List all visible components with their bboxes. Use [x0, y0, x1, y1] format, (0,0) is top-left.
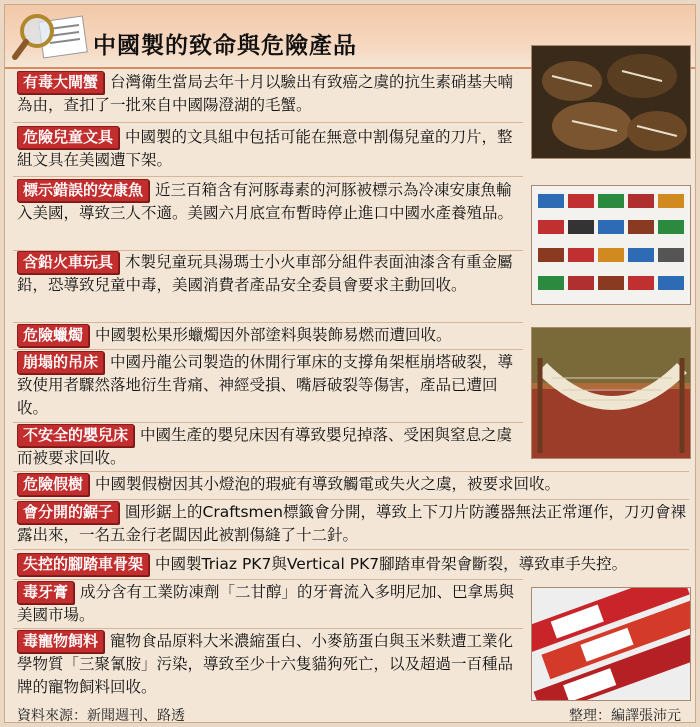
divider	[13, 579, 523, 580]
divider	[13, 176, 523, 177]
item-text: 木製兒童玩具湯瑪士小火車部分組件表面油漆含有重金屬鉛，恐導致兒童中毒，美國消費者產品安全委員會要求主動回收。	[17, 253, 513, 294]
list-item	[17, 581, 522, 627]
item-tag: 崩塌的吊床	[17, 351, 104, 374]
divider	[13, 471, 689, 472]
item-text: 近三百箱含有河豚毒素的河豚被標示為冷凍安康魚輸入美國，導致三人不適。美國六月底宣布暫時停止進口中國水產養殖品。	[17, 181, 514, 222]
list-item	[17, 424, 522, 470]
item-tag: 含鉛火車玩具	[17, 251, 119, 274]
item-tag: 危險假樹	[17, 473, 89, 496]
toy-trains-photo	[531, 185, 691, 305]
list-item	[17, 630, 522, 699]
divider	[13, 422, 523, 423]
item-tag: 失控的腳踏車骨架	[17, 553, 149, 576]
item-text: 中國製假樹因其小燈泡的瑕疵有導致觸電或失火之虞，被要求回收。	[95, 475, 561, 493]
list-item	[17, 553, 687, 576]
compiler-credit: 整理：編譯張沛元	[569, 708, 681, 724]
divider	[13, 499, 689, 500]
item-tag: 有毒大閘蟹	[17, 71, 104, 94]
source-credit: 資料來源：新聞週刊、路透	[17, 708, 185, 724]
article-panel	[4, 4, 696, 723]
item-text: 中國製的文具組中包括可能在無意中割傷兒童的刀片，整組文具在美國遭下架。	[17, 128, 513, 169]
item-tag: 不安全的嬰兒床	[17, 424, 134, 447]
item-text: 中國丹龍公司製造的休閒行軍床的支撐角架框崩塔破裂，導致使用者驟然落地衍生背痛、神經受損、嘴唇破裂等傷害，產品已遭回收。	[17, 353, 514, 417]
list-item	[17, 179, 522, 225]
item-text: 成分含有工業防凍劑「二甘醇」的牙膏流入多明尼加、巴拿馬與美國市場。	[17, 583, 515, 624]
list-item	[17, 351, 522, 420]
item-text: 寵物食品原料大米濃縮蛋白、小麥筋蛋白與玉米麩遭工業化學物質「三聚氰胺」污染，導致至少十六隻貓狗死亡，以及超過一百種品牌的寵物飼料回收。	[17, 632, 514, 696]
list-item	[17, 251, 522, 297]
item-tag: 毒寵物飼料	[17, 630, 104, 653]
hammock-photo	[531, 327, 691, 459]
item-text: 中國製松果形蠟燭因外部塗料與裝飾易燃而遭回收。	[95, 326, 452, 344]
item-tag: 危險蠟燭	[17, 324, 89, 347]
list-item	[17, 324, 522, 347]
item-tag: 會分開的鋸子	[17, 501, 119, 524]
list-item	[17, 501, 687, 547]
item-text: 中國生產的嬰兒床因有導致嬰兒掉落、受困與窒息之虞而被要求回收。	[17, 426, 513, 467]
list-item	[17, 126, 522, 172]
divider	[13, 549, 689, 550]
crab-photo	[531, 45, 691, 159]
divider	[13, 122, 523, 123]
item-text: 台灣衛生當局去年十月以驗出有致癌之虞的抗生素硝基夫喃為由，查扣了一批來自中國陽澄湖的毛蟹。	[17, 73, 514, 114]
item-text: 圓形鋸上的Craftsmen標籤會分開，導致上下刀片防護器無法正常運作，刀刃會裸露出來，一名五金行老闆因此被割傷縫了十二針。	[17, 503, 687, 544]
item-tag: 危險兒童文具	[17, 126, 119, 149]
magnifier-document-icon	[11, 9, 91, 63]
divider	[13, 628, 523, 629]
list-item	[17, 71, 522, 117]
list-item	[17, 473, 687, 496]
divider	[13, 322, 523, 323]
toothpaste-photo	[531, 587, 691, 701]
page-title: 中國製的致命與危險產品	[93, 33, 357, 59]
item-tag: 毒牙膏	[17, 581, 74, 604]
item-tag: 標示錯誤的安康魚	[17, 179, 149, 202]
item-text: 中國製Triaz PK7與Vertical PK7腳踏車骨架會斷裂，導致車手失控。	[155, 555, 628, 573]
divider	[13, 349, 523, 350]
